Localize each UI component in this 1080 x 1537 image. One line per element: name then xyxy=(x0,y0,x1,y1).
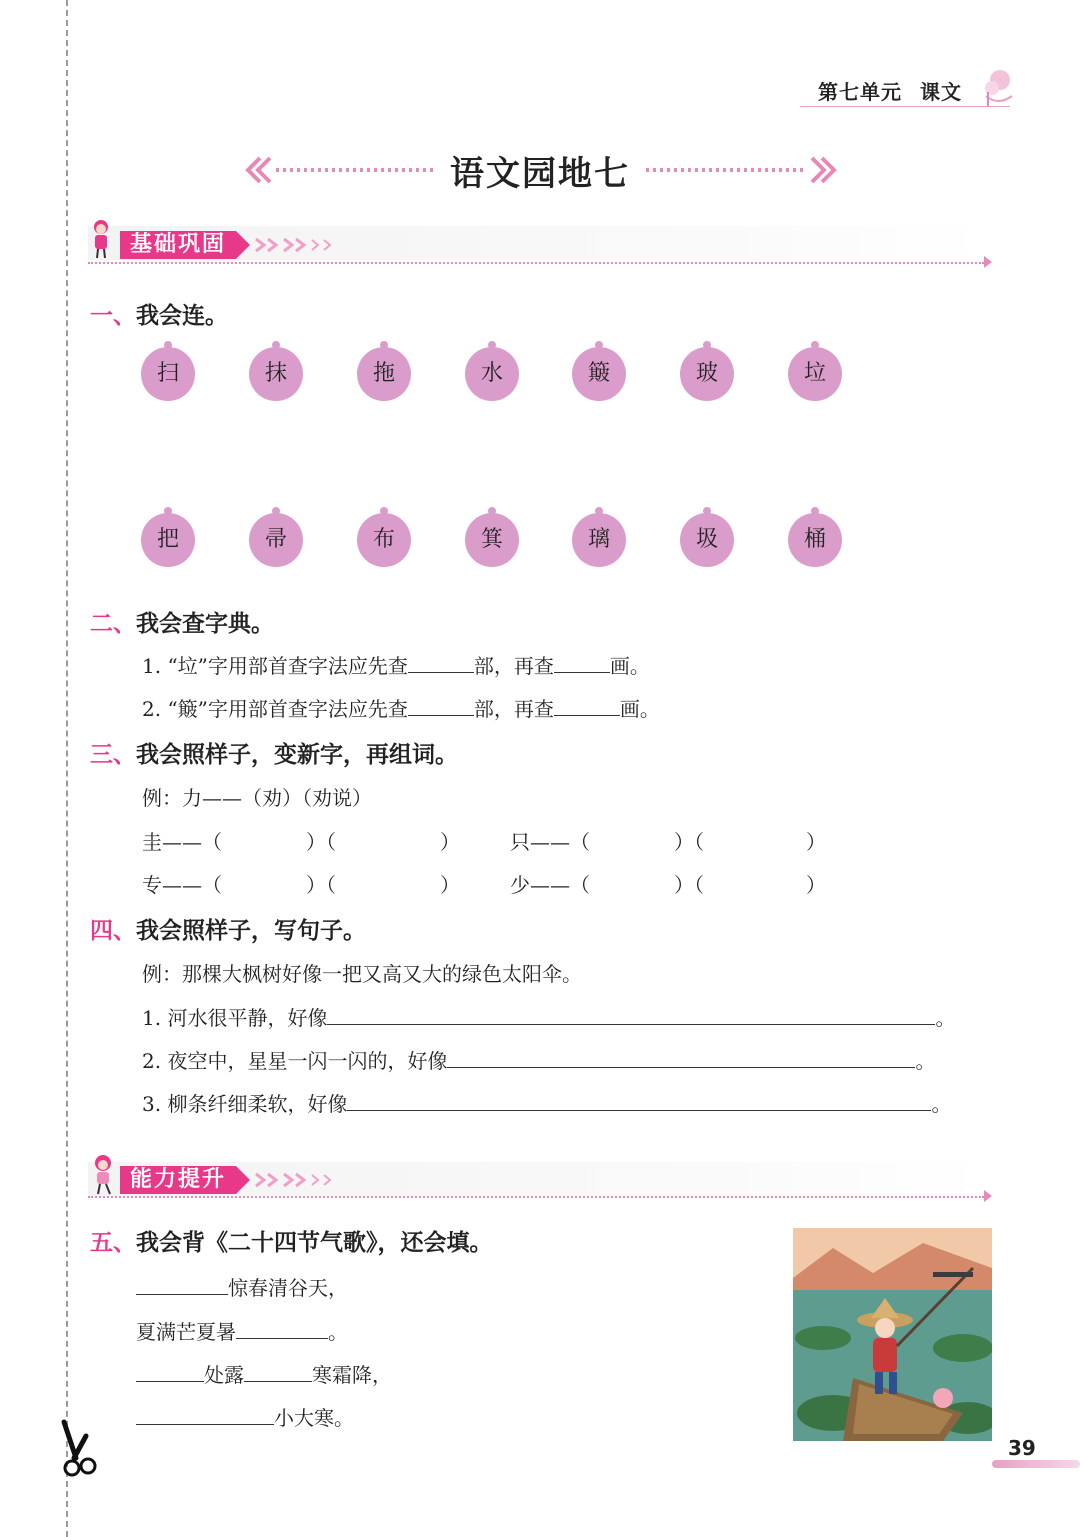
q3-item: ）（ xyxy=(306,873,336,897)
page-title: 语文园地七 xyxy=(450,154,630,194)
q2-heading: 二、我会查字典。 xyxy=(90,611,274,637)
unit-header xyxy=(818,76,980,105)
q4-item-3: 3. 柳条纤细柔软，好像 。 xyxy=(142,1092,952,1116)
char-ball[interactable]: 抹 xyxy=(249,347,303,401)
cut-line xyxy=(66,0,68,1537)
q4-item-1: 1. 河水很平静，好像 。 xyxy=(142,1006,956,1030)
q3-item: 只——（ xyxy=(510,830,590,854)
q3-item: 少——（ xyxy=(510,873,590,897)
q1-heading: 一、我会连。 xyxy=(90,303,228,329)
answer-blank[interactable] xyxy=(136,1363,204,1382)
answer-blank[interactable] xyxy=(447,1049,915,1068)
answer-blank[interactable] xyxy=(347,1092,931,1111)
answer-blank[interactable] xyxy=(408,654,474,673)
q3-title: 我会照样子，变新字，再组词。 xyxy=(136,742,458,768)
answer-blank[interactable] xyxy=(136,1276,228,1295)
q5-title: 我会背《二十四节气歌》，还会填。 xyxy=(136,1230,493,1256)
q4-number: 四 xyxy=(90,918,113,944)
q2-number: 二 xyxy=(90,611,113,637)
unit-label: 第七单元 xyxy=(818,80,902,104)
answer-blank[interactable] xyxy=(244,1363,312,1382)
char-ball[interactable]: 垃 xyxy=(788,347,842,401)
girl-in-boat-illustration xyxy=(793,1228,992,1441)
q4-example: 例：那棵大枫树好像一把又高又大的绿色太阳伞。 xyxy=(142,962,582,986)
q2-item-2: 2. “簸”字用部首查字法应先查 部，再查 画。 xyxy=(142,697,660,721)
basic-section-title: 基础巩固 xyxy=(120,231,236,259)
char-ball[interactable]: 帚 xyxy=(249,513,303,567)
basic-section-rule xyxy=(88,262,984,264)
poem-line-4: 小大寒。 xyxy=(136,1402,354,1431)
char-ball[interactable]: 布 xyxy=(357,513,411,567)
char-ball[interactable]: 拖 xyxy=(357,347,411,401)
q2-title: 我会查字典。 xyxy=(136,611,274,637)
char-ball[interactable]: 圾 xyxy=(680,513,734,567)
banner-chevrons-icon xyxy=(254,1172,338,1188)
char-ball[interactable]: 桶 xyxy=(788,513,842,567)
rule-end-arrow-icon xyxy=(982,254,994,270)
poem-line-2: 夏满芒夏暑 。 xyxy=(136,1320,348,1344)
q5-heading: 五、我会背《二十四节气歌》，还会填。 xyxy=(90,1230,493,1256)
answer-blank[interactable] xyxy=(554,697,620,716)
q4-title: 我会照样子，写句子。 xyxy=(136,918,366,944)
q3-number: 三 xyxy=(90,742,113,768)
q4-item-2: 2. 夜空中，星星一闪一闪的，好像 。 xyxy=(142,1049,936,1073)
poem-line-3: 处露 寒霜降， xyxy=(136,1359,392,1388)
q3-item: ） xyxy=(806,873,826,897)
flower-deco-icon xyxy=(978,66,1018,110)
q3-item: ）（ xyxy=(306,830,336,854)
char-ball[interactable]: 箕 xyxy=(465,513,519,567)
answer-blank[interactable] xyxy=(136,1406,274,1425)
q3-item: 专——（ xyxy=(142,873,222,897)
page-number: 39 xyxy=(1008,1436,1036,1460)
q3-item: ） xyxy=(440,830,460,854)
rule-end-arrow-icon xyxy=(982,1188,994,1204)
char-ball[interactable]: 簸 xyxy=(572,347,626,401)
q3-item: 圭——（ xyxy=(142,830,222,854)
poem-line-1: 惊春清谷天， xyxy=(136,1272,348,1301)
ability-section-title: 能力提升 xyxy=(120,1166,236,1194)
q1-number: 一 xyxy=(90,303,113,329)
q5-number: 五 xyxy=(90,1230,113,1256)
q1-title: 我会连。 xyxy=(136,303,228,329)
scissors-icon xyxy=(50,1418,100,1482)
girl-figure-icon xyxy=(88,1154,118,1196)
q3-item: ） xyxy=(806,830,826,854)
char-ball[interactable]: 玻 xyxy=(680,347,734,401)
char-ball[interactable]: 璃 xyxy=(572,513,626,567)
banner-chevrons-icon xyxy=(254,237,338,253)
q3-item: ） xyxy=(440,873,460,897)
title-left-arrow-icon xyxy=(244,156,440,184)
answer-blank[interactable] xyxy=(554,654,610,673)
answer-blank[interactable] xyxy=(236,1320,328,1339)
section-label: 课文 xyxy=(920,80,962,104)
char-ball[interactable]: 水 xyxy=(465,347,519,401)
header-underline xyxy=(800,106,1010,107)
q2-item-1: 1. “垃”字用部首查字法应先查 部，再查 画。 xyxy=(142,654,650,678)
answer-blank[interactable] xyxy=(327,1006,935,1025)
q3-example: 例：力——（劝）（劝说） xyxy=(142,786,372,810)
q4-heading: 四、我会照样子，写句子。 xyxy=(90,918,366,944)
page-number-bar xyxy=(992,1460,1080,1468)
ability-section-rule xyxy=(88,1196,984,1198)
answer-blank[interactable] xyxy=(408,697,474,716)
q3-item: ）（ xyxy=(674,873,704,897)
char-ball[interactable]: 把 xyxy=(141,513,195,567)
girl-figure-icon xyxy=(88,218,114,260)
title-right-arrow-icon xyxy=(642,156,838,184)
q3-heading: 三、我会照样子，变新字，再组词。 xyxy=(90,742,458,768)
char-ball[interactable]: 扫 xyxy=(141,347,195,401)
q3-item: ）（ xyxy=(674,830,704,854)
